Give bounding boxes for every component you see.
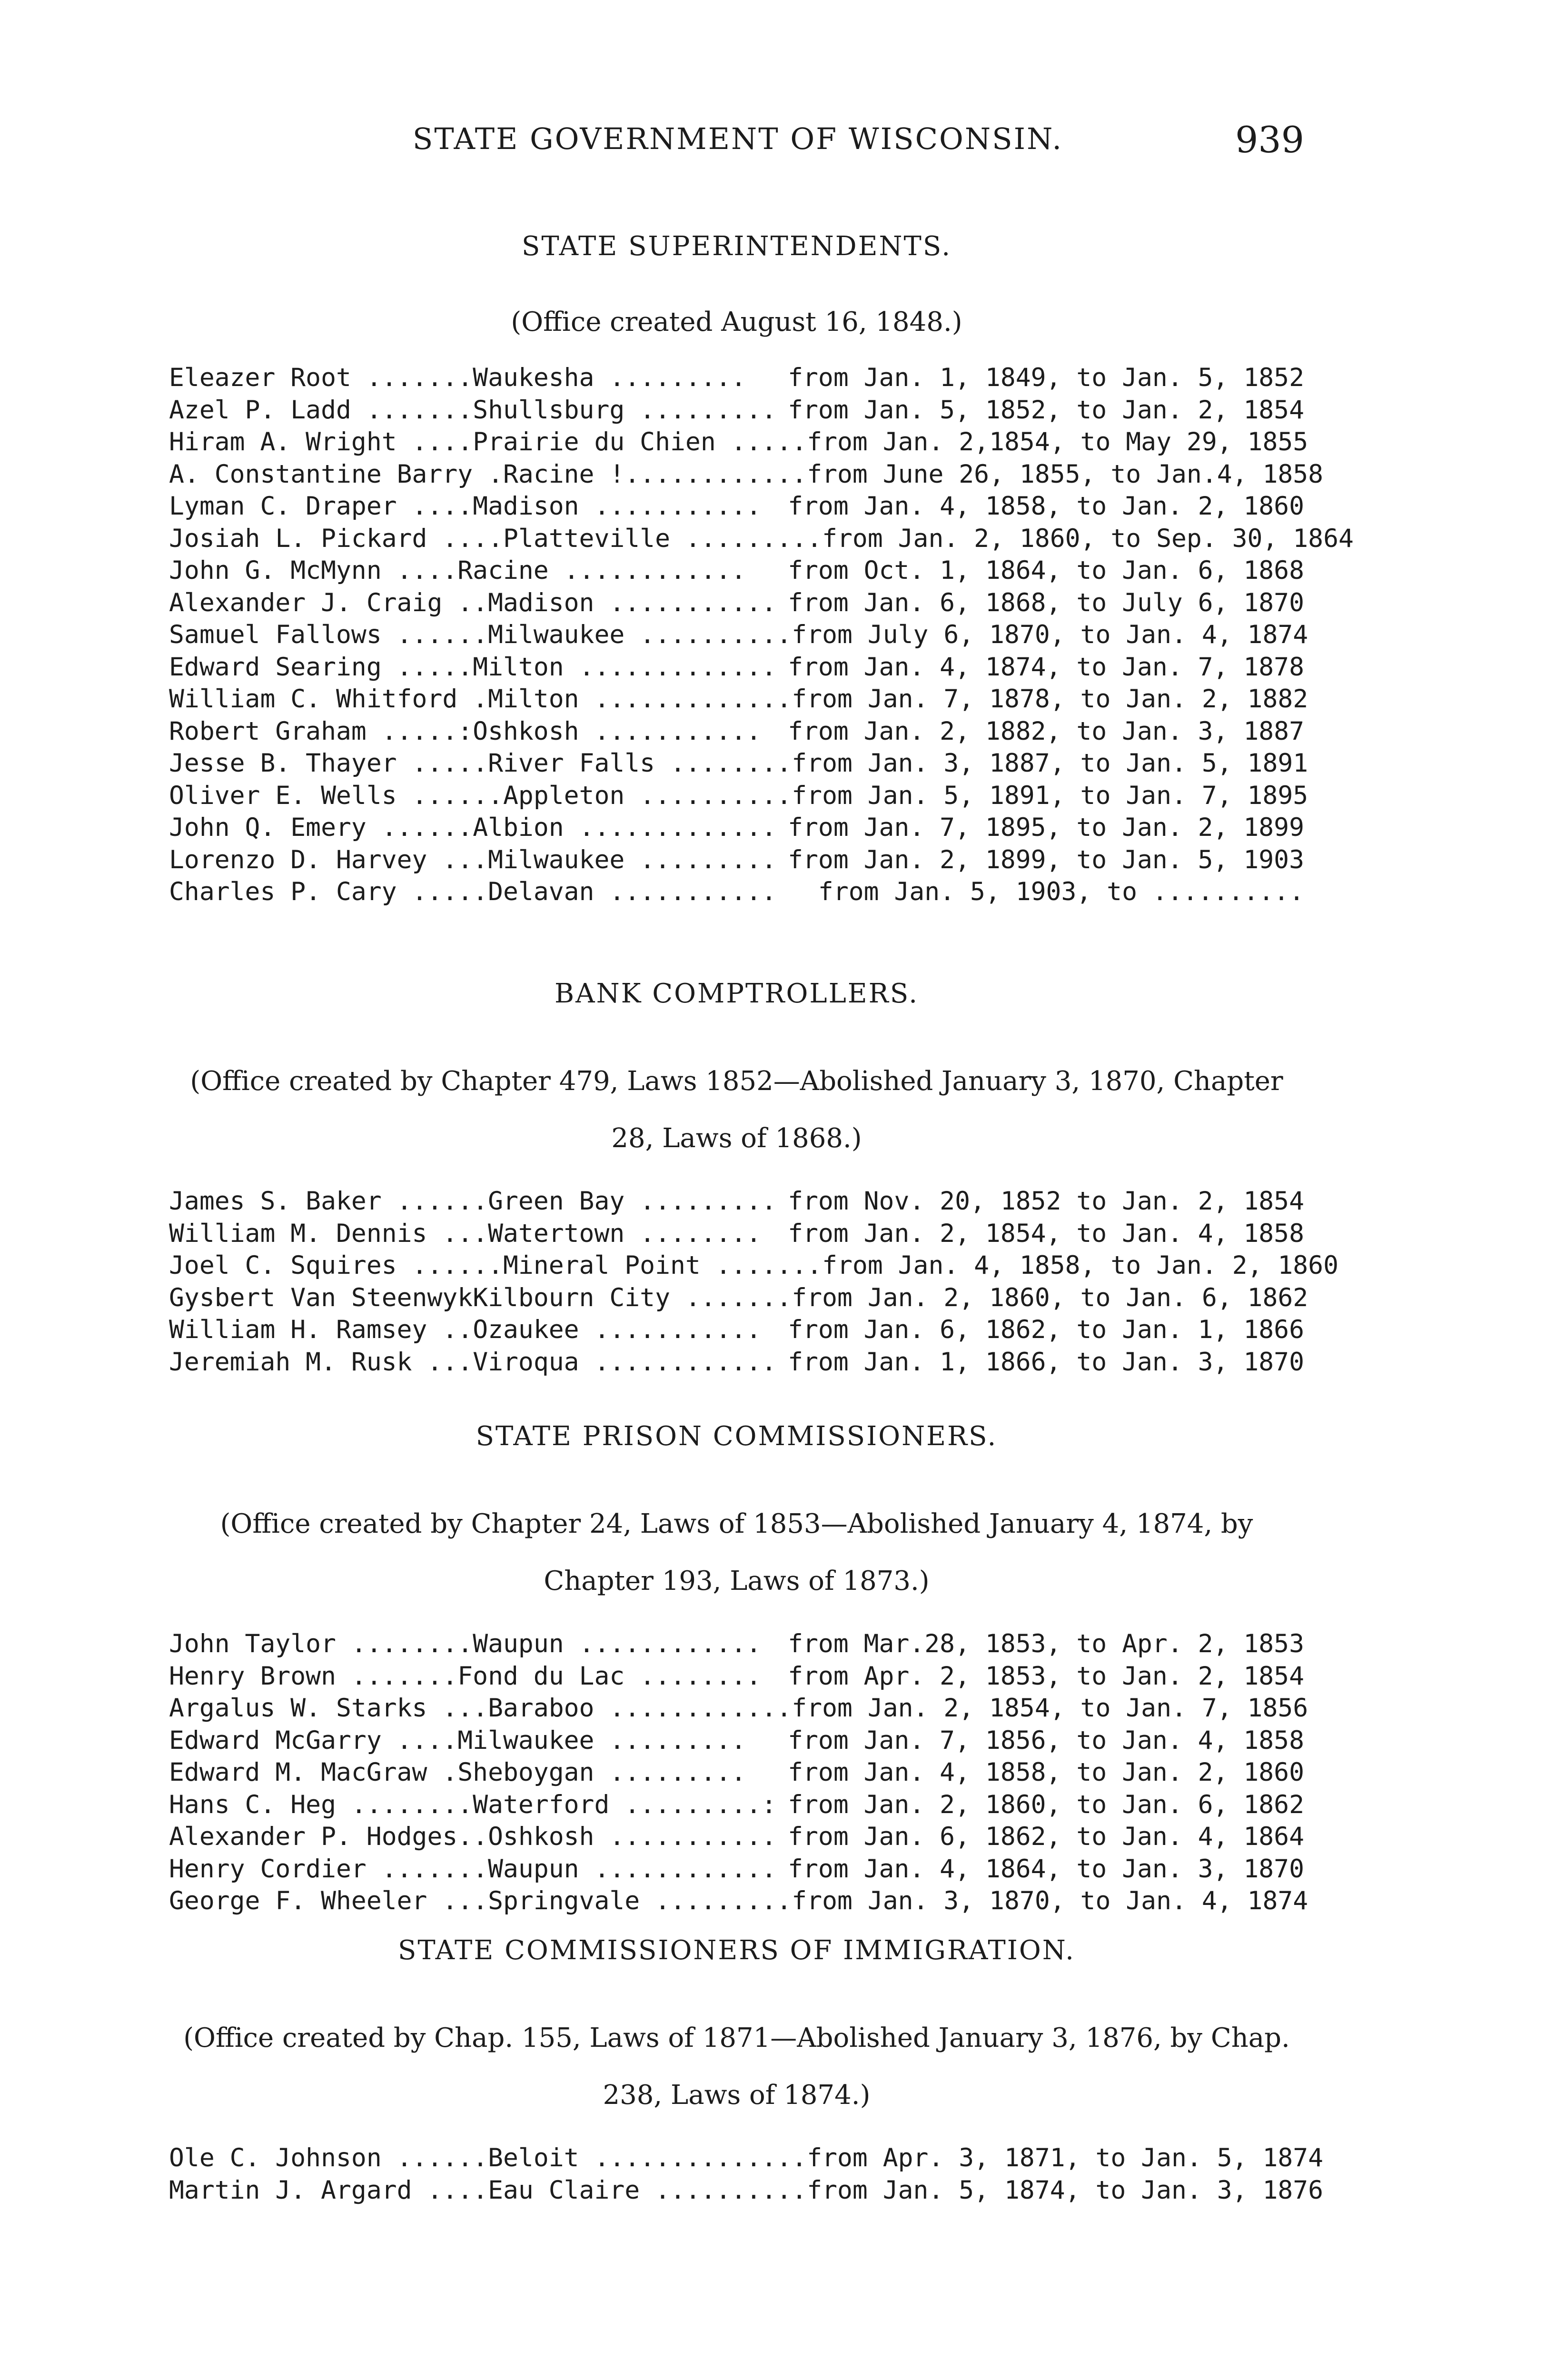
person-name: John G. McMynn .... bbox=[169, 556, 458, 585]
section-state-superintendents bbox=[169, 231, 1354, 908]
section-state-prison-commissioners bbox=[169, 1421, 1308, 1917]
name-column bbox=[169, 619, 792, 651]
entry-row bbox=[169, 1789, 1304, 1821]
name-column bbox=[169, 1314, 788, 1346]
name-column bbox=[169, 1692, 792, 1725]
place-name: Appleton .......... bbox=[503, 781, 792, 810]
term-of-office: from Jan. 4, 1858, to Jan. 2, 1860 bbox=[788, 1758, 1304, 1787]
place-name: Madison ........... bbox=[473, 492, 762, 521]
term-of-office: from Oct. 1, 1864, to Jan. 6, 1868 bbox=[788, 556, 1304, 585]
entry-row bbox=[169, 1314, 1304, 1346]
name-column bbox=[169, 458, 807, 491]
term-of-office: from Jan. 6, 1868, to July 6, 1870 bbox=[788, 588, 1304, 617]
term-of-office: from Jan. 1, 1849, to Jan. 5, 1852 bbox=[788, 363, 1304, 392]
place-name: Green Bay ......... bbox=[488, 1187, 777, 1216]
name-column bbox=[169, 1346, 788, 1378]
term-of-office: from Jan. 3, 1887, to Jan. 5, 1891 bbox=[792, 749, 1308, 778]
entry-row bbox=[169, 490, 1304, 523]
name-column bbox=[169, 715, 788, 748]
place-name: Waupun ............ bbox=[488, 1854, 777, 1884]
section-note: (Office created by Chapter 479, Laws 1852—Abolished January 3, 1870, Chapter 28, Laws of 1868.) bbox=[190, 1066, 1283, 1154]
section-bank-comptrollers bbox=[169, 978, 1338, 1378]
term-of-office: from Jan. 2,1854, to May 29, 1855 bbox=[807, 427, 1308, 456]
person-name: Lorenzo D. Harvey ... bbox=[169, 845, 488, 874]
term-of-office: from July 6, 1870, to Jan. 4, 1874 bbox=[792, 620, 1308, 649]
person-name: Oliver E. Wells ...... bbox=[169, 781, 503, 810]
term-of-office: from Jan. 5, 1874, to Jan. 3, 1876 bbox=[807, 2175, 1324, 2205]
person-name: Lyman C. Draper .... bbox=[169, 492, 473, 521]
section-title: BANK COMPTROLLERS. bbox=[554, 978, 919, 1009]
place-name: Delavan ........... bbox=[488, 877, 777, 906]
place-name: Baraboo ............ bbox=[488, 1694, 792, 1723]
entry-row bbox=[169, 587, 1304, 619]
person-name: Ole C. Johnson ...... bbox=[169, 2143, 488, 2172]
person-name: William M. Dennis ... bbox=[169, 1219, 488, 1248]
term-of-office: from Jan. 2, 1854, to Jan. 4, 1858 bbox=[788, 1219, 1304, 1248]
place-name: Milton ............. bbox=[473, 652, 777, 682]
place-name: Kilbourn City ....... bbox=[473, 1283, 792, 1312]
place-name: Shullsburg ......... bbox=[473, 395, 777, 425]
page-number: 939 bbox=[1235, 119, 1304, 161]
name-column bbox=[169, 1853, 788, 1885]
name-column bbox=[169, 426, 807, 458]
person-name: Joel C. Squires ...... bbox=[169, 1251, 503, 1280]
name-column bbox=[169, 1250, 822, 1282]
person-name: Henry Cordier ....... bbox=[169, 1854, 488, 1884]
term-of-office: from Jan. 2, 1860, to Jan. 6, 1862 bbox=[788, 1790, 1304, 1819]
term-of-office: from Jan. 7, 1878, to Jan. 2, 1882 bbox=[792, 684, 1308, 714]
entry-row bbox=[169, 1282, 1308, 1314]
entry-row bbox=[169, 812, 1304, 844]
name-column bbox=[169, 1885, 792, 1917]
person-name: A. Constantine Barry . bbox=[169, 459, 503, 489]
person-name: John Taylor ........ bbox=[169, 1629, 473, 1658]
person-name: Alexander P. Hodges.. bbox=[169, 1822, 488, 1851]
entry-row bbox=[169, 2142, 1324, 2174]
place-name: Viroqua ............ bbox=[473, 1347, 777, 1377]
name-column bbox=[169, 555, 788, 587]
name-column bbox=[169, 1789, 788, 1821]
entry-row bbox=[169, 1628, 1304, 1660]
place-name: Waupun ............ bbox=[473, 1629, 762, 1658]
person-name: Josiah L. Pickard .... bbox=[169, 524, 503, 553]
person-name: Martin J. Argard .... bbox=[169, 2175, 488, 2205]
place-name: Madison ........... bbox=[488, 588, 777, 617]
entry-row bbox=[169, 2174, 1324, 2207]
term-of-office: from Jan. 7, 1895, to Jan. 2, 1899 bbox=[788, 813, 1304, 842]
term-of-office: from Jan. 4, 1858, to Jan. 2, 1860 bbox=[822, 1251, 1338, 1280]
place-name: Waukesha ......... bbox=[473, 363, 746, 392]
section-note: (Office created by Chapter 24, Laws of 1853—Abolished January 4, 1874, by Chapter 193, Laws of 1873.) bbox=[220, 1508, 1253, 1597]
place-name: Milton ............. bbox=[488, 684, 792, 714]
entry-row bbox=[169, 1821, 1304, 1853]
entry-row bbox=[169, 555, 1304, 587]
entry-row bbox=[169, 1346, 1304, 1378]
person-name: Hiram A. Wright .... bbox=[169, 427, 473, 456]
entry-row bbox=[169, 780, 1308, 812]
running-title: STATE GOVERNMENT OF WISCONSIN. bbox=[412, 121, 1063, 156]
person-name: Jeremiah M. Rusk ... bbox=[169, 1347, 473, 1377]
entry-row bbox=[169, 362, 1304, 394]
term-of-office: from Jan. 6, 1862, to Jan. 1, 1866 bbox=[788, 1315, 1304, 1344]
name-column bbox=[169, 1821, 788, 1853]
term-of-office: from Jan. 5, 1891, to Jan. 7, 1895 bbox=[792, 781, 1308, 810]
place-name: Beloit .............. bbox=[488, 2143, 807, 2172]
place-name: Milwaukee ......... bbox=[488, 845, 777, 874]
name-column bbox=[169, 683, 792, 715]
name-column bbox=[169, 844, 788, 876]
section-state-commissioners-of-immigration bbox=[169, 1935, 1324, 2206]
entry-row bbox=[169, 1725, 1304, 1757]
entry-list bbox=[169, 2142, 1324, 2206]
section-note: (Office created August 16, 1848.) bbox=[511, 307, 962, 337]
place-name: Prairie du Chien ..... bbox=[473, 427, 807, 456]
name-column bbox=[169, 587, 788, 619]
person-name: Argalus W. Starks ... bbox=[169, 1694, 488, 1723]
entry-row bbox=[169, 1853, 1304, 1885]
entry-list bbox=[169, 362, 1354, 908]
person-name: William H. Ramsey .. bbox=[169, 1315, 473, 1344]
place-name: :Oshkosh ........... bbox=[457, 716, 762, 746]
place-name: Mineral Point ....... bbox=[503, 1251, 823, 1280]
section-title: STATE PRISON COMMISSIONERS. bbox=[476, 1421, 998, 1452]
term-of-office: from Apr. 2, 1853, to Jan. 2, 1854 bbox=[788, 1661, 1304, 1691]
term-of-office: from Jan. 4, 1858, to Jan. 2, 1860 bbox=[788, 492, 1304, 521]
entry-row bbox=[169, 1692, 1308, 1725]
term-of-office: from Jan. 6, 1862, to Jan. 4, 1864 bbox=[788, 1822, 1304, 1851]
person-name: Jesse B. Thayer ..... bbox=[169, 749, 488, 778]
person-name: George F. Wheeler ... bbox=[169, 1886, 488, 1915]
term-of-office: from Jan. 5, 1852, to Jan. 2, 1854 bbox=[788, 395, 1304, 425]
person-name: Alexander J. Craig .. bbox=[169, 588, 488, 617]
person-name: Samuel Fallows ...... bbox=[169, 620, 488, 649]
term-of-office: from Jan. 4, 1864, to Jan. 3, 1870 bbox=[788, 1854, 1304, 1884]
name-column bbox=[169, 780, 792, 812]
person-name: Edward Searing ..... bbox=[169, 652, 473, 682]
person-name: Edward McGarry .... bbox=[169, 1726, 458, 1755]
term-of-office: from June 26, 1855, to Jan.4, 1858 bbox=[807, 459, 1324, 489]
person-name: Edward M. MacGraw . bbox=[169, 1758, 458, 1787]
name-column bbox=[169, 1282, 792, 1314]
name-column bbox=[169, 1218, 788, 1250]
name-column bbox=[169, 1628, 788, 1660]
name-column bbox=[169, 651, 788, 684]
entry-list bbox=[169, 1185, 1338, 1378]
name-column bbox=[169, 1725, 788, 1757]
entry-row bbox=[169, 394, 1304, 426]
place-name: Racine ............ bbox=[457, 556, 746, 585]
term-of-office: from Jan. 3, 1870, to Jan. 4, 1874 bbox=[792, 1886, 1308, 1915]
place-name: Milwaukee .......... bbox=[488, 620, 792, 649]
entry-row bbox=[169, 619, 1308, 651]
entry-row bbox=[169, 1660, 1304, 1693]
person-name: Eleazer Root ....... bbox=[169, 363, 473, 392]
person-name: Charles P. Cary ..... bbox=[169, 877, 488, 906]
place-name: Eau Claire .......... bbox=[488, 2175, 807, 2205]
entry-row bbox=[169, 747, 1308, 780]
term-of-office: from Jan. 1, 1866, to Jan. 3, 1870 bbox=[788, 1347, 1304, 1377]
section-title: STATE SUPERINTENDENTS. bbox=[522, 231, 951, 262]
person-name: James S. Baker ...... bbox=[169, 1187, 488, 1216]
entry-row bbox=[169, 715, 1304, 748]
name-column bbox=[169, 362, 788, 394]
term-of-office: from Mar.28, 1853, to Apr. 2, 1853 bbox=[788, 1629, 1304, 1658]
person-name: Robert Graham ..... bbox=[169, 716, 458, 746]
term-of-office: from Jan. 7, 1856, to Jan. 4, 1858 bbox=[788, 1726, 1304, 1755]
name-column bbox=[169, 2142, 807, 2174]
person-name: Gysbert Van Steenwyk bbox=[169, 1283, 473, 1312]
entry-row bbox=[169, 1218, 1304, 1250]
place-name: Platteville ......... bbox=[503, 524, 823, 553]
entry-list bbox=[169, 1628, 1308, 1917]
entry-row bbox=[169, 1756, 1304, 1789]
term-of-office: from Apr. 3, 1871, to Jan. 5, 1874 bbox=[807, 2143, 1324, 2172]
person-name: Azel P. Ladd ....... bbox=[169, 395, 473, 425]
place-name: Albion ............. bbox=[473, 813, 777, 842]
entry-row bbox=[169, 1250, 1338, 1282]
entry-row bbox=[169, 651, 1304, 684]
name-column bbox=[169, 2174, 807, 2207]
name-column bbox=[169, 394, 788, 426]
term-of-office: from Jan. 2, 1899, to Jan. 5, 1903 bbox=[788, 845, 1304, 874]
place-name: Springvale ......... bbox=[488, 1886, 792, 1915]
person-name: John Q. Emery ...... bbox=[169, 813, 473, 842]
place-name: Waterford .........: bbox=[473, 1790, 777, 1819]
section-title: STATE COMMISSIONERS OF IMMIGRATION. bbox=[398, 1935, 1075, 1966]
place-name: River Falls ........ bbox=[488, 749, 792, 778]
place-name: Sheboygan ......... bbox=[457, 1758, 746, 1787]
entry-row bbox=[169, 1185, 1304, 1218]
place-name: Ozaukee ........... bbox=[473, 1315, 762, 1344]
page-header bbox=[171, 121, 1304, 169]
place-name: Milwaukee ......... bbox=[457, 1726, 746, 1755]
entry-row bbox=[169, 426, 1308, 458]
name-column bbox=[169, 812, 788, 844]
term-of-office: from Jan. 5, 1903, to .......... bbox=[818, 877, 1304, 906]
entry-row bbox=[169, 683, 1308, 715]
place-name: Oshkosh ........... bbox=[488, 1822, 777, 1851]
person-name: William C. Whitford . bbox=[169, 684, 488, 714]
term-of-office: from Jan. 2, 1860, to Jan. 6, 1862 bbox=[792, 1283, 1308, 1312]
section-note: (Office created by Chap. 155, Laws of 1871—Abolished January 3, 1876, by Chap. 238, Laws of 1874.) bbox=[183, 2023, 1290, 2111]
person-name: Henry Brown ....... bbox=[169, 1661, 458, 1691]
name-column bbox=[169, 747, 792, 780]
entry-row bbox=[169, 844, 1304, 876]
name-column bbox=[169, 490, 788, 523]
term-of-office: from Nov. 20, 1852 to Jan. 2, 1854 bbox=[788, 1187, 1304, 1216]
term-of-office: from Jan. 4, 1874, to Jan. 7, 1878 bbox=[788, 652, 1304, 682]
term-of-office: from Jan. 2, 1882, to Jan. 3, 1887 bbox=[788, 716, 1304, 746]
place-name: Watertown ........ bbox=[488, 1219, 762, 1248]
person-name: Hans C. Heg ........ bbox=[169, 1790, 473, 1819]
entry-row bbox=[169, 523, 1354, 555]
name-column bbox=[169, 523, 822, 555]
term-of-office: from Jan. 2, 1860, to Sep. 30, 1864 bbox=[822, 524, 1354, 553]
name-column bbox=[169, 1185, 788, 1218]
place-name: Racine !............ bbox=[503, 459, 807, 489]
name-column bbox=[169, 1756, 788, 1789]
term-of-office: from Jan. 2, 1854, to Jan. 7, 1856 bbox=[792, 1694, 1308, 1723]
entry-row bbox=[169, 876, 1304, 908]
entry-row bbox=[169, 458, 1324, 491]
place-name: Fond du Lac ........ bbox=[457, 1661, 762, 1691]
name-column bbox=[169, 1660, 788, 1693]
name-column bbox=[169, 876, 818, 908]
entry-row bbox=[169, 1885, 1308, 1917]
